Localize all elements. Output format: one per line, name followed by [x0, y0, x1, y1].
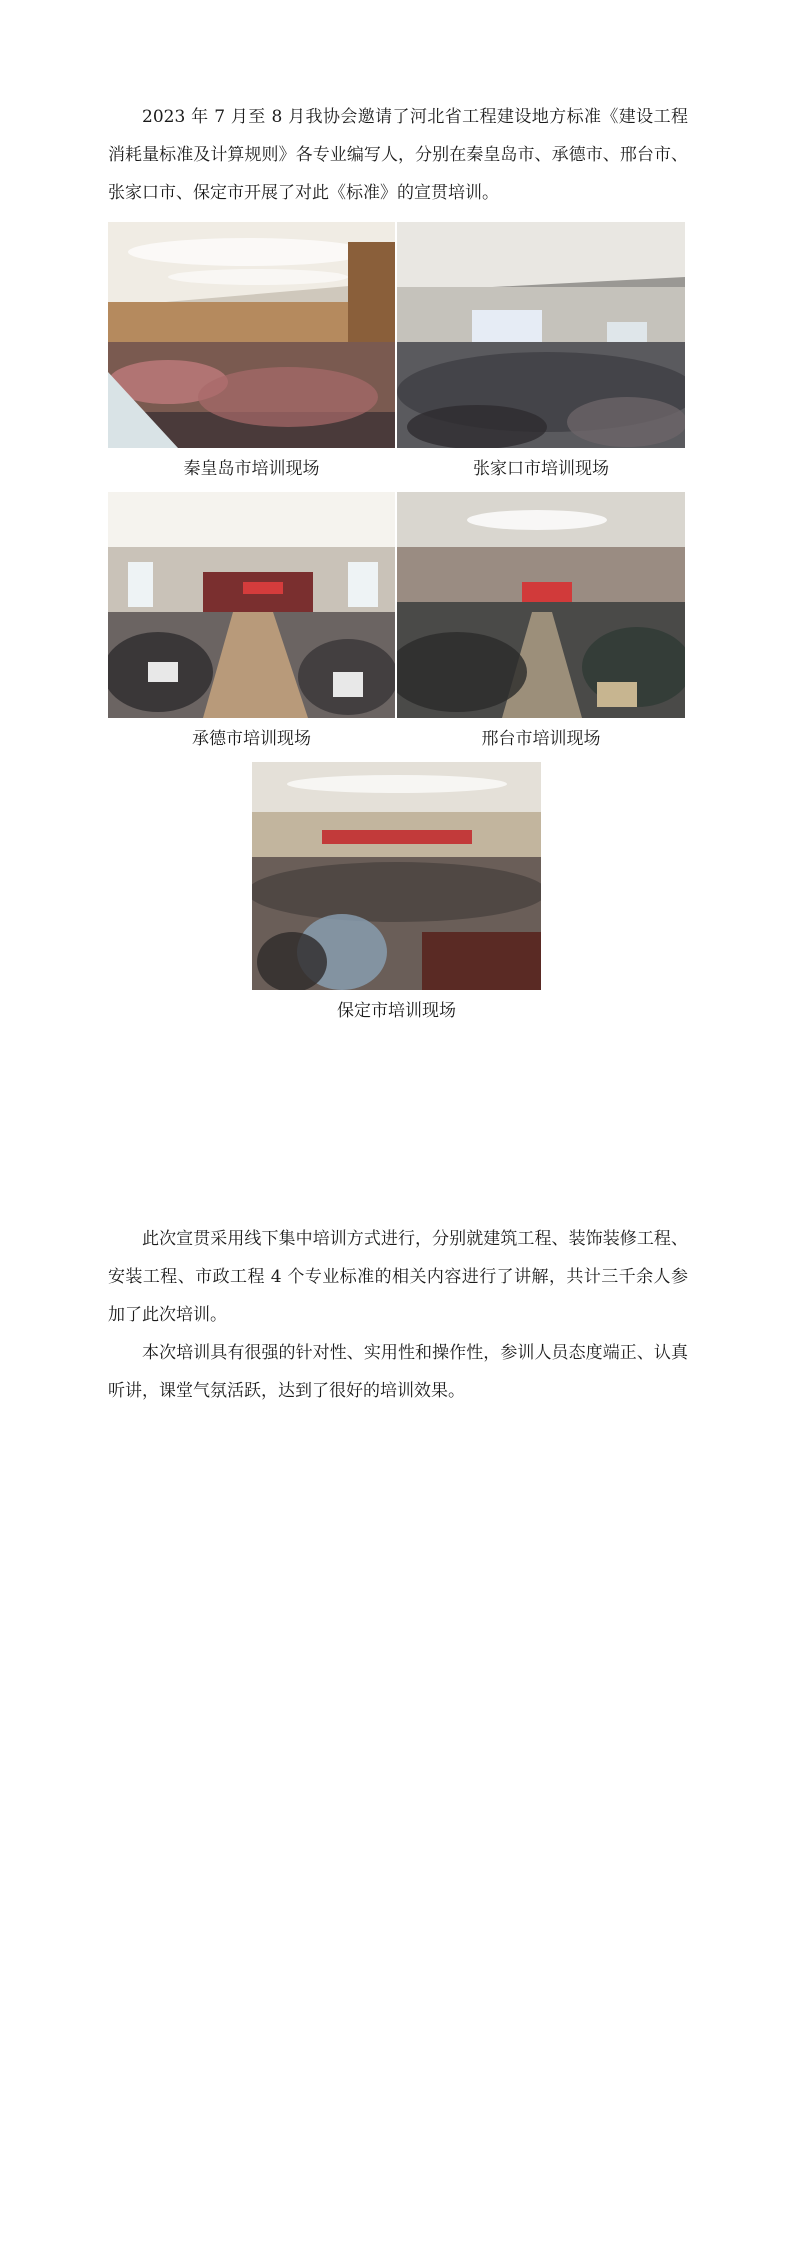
zhangjiakou-caption: 张家口市培训现场: [473, 459, 609, 479]
xingtai-caption: 邢台市培训现场: [481, 729, 601, 749]
intro-paragraph: 2023 年 7 月至 8 月我协会邀请了河北省工程建设地方标准《建设工程消耗量标准及计算规则》各专业编写人，分别在秦皇岛市、承德市、邢台市、张家口市、保定市开展了对此《标准》的宣贯培训。: [108, 107, 688, 203]
baoding-training-photo: [252, 762, 541, 990]
qinhuangdao-training-photo: [108, 222, 395, 448]
body-paragraph-2: 本次培训具有很强的针对性、实用性和操作性，参训人员态度端正、认真听讲，课堂气氛活跃，达到了很好的培训效果。: [108, 1343, 688, 1401]
qinhuangdao-caption: 秦皇岛市培训现场: [183, 459, 320, 479]
body-paragraph-1: 此次宣贯采用线下集中培训方式进行，分别就建筑工程、装饰装修工程、安装工程、市政工程 4 个专业标准的相关内容进行了讲解，共计三千余人参加了此次培训。: [108, 1229, 688, 1325]
chengde-training-photo: [108, 492, 395, 718]
baoding-caption: 保定市培训现场: [337, 1001, 456, 1021]
zhangjiakou-training-photo: [397, 222, 685, 448]
xingtai-training-photo: [397, 492, 685, 718]
chengde-caption: 承德市培训现场: [192, 729, 311, 749]
